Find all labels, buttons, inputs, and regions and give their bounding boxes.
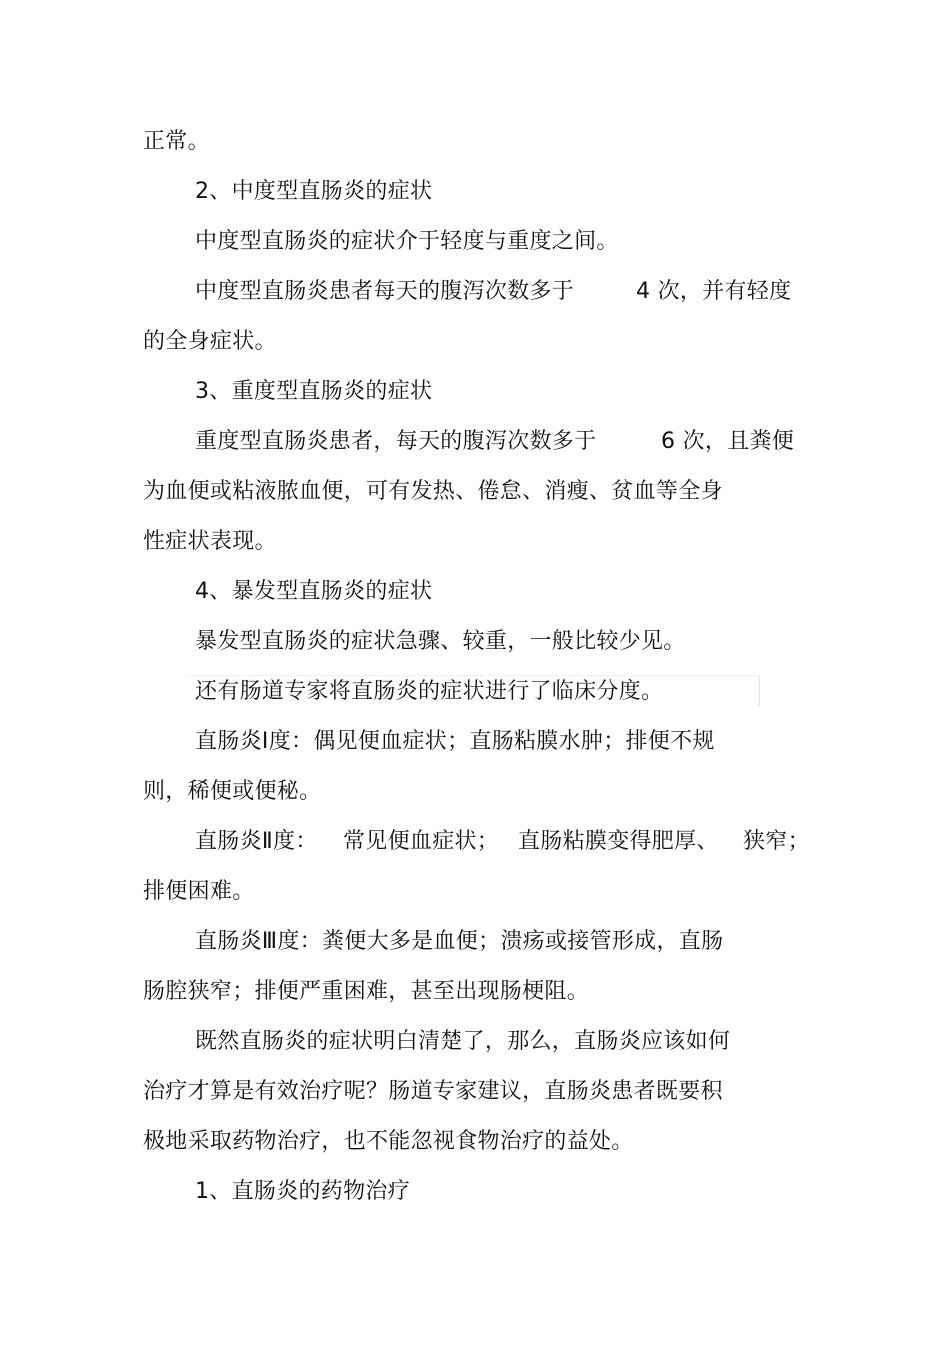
text-segment: 为血便或粘液脓血便，可有发热、倦怠、消瘦、贫血等全身 [143, 479, 723, 504]
text-segment: 常见便血症状； [343, 829, 500, 854]
text-segment: 2、中度型直肠炎的症状 [195, 179, 433, 204]
text-segment: 排便困难。 [143, 879, 255, 904]
paragraph-line [0, 275, 792, 309]
paragraph-line [0, 725, 715, 759]
paragraph-line [0, 775, 322, 809]
text-segment: 1、直肠炎的药物治疗 [195, 1179, 410, 1204]
text-segment: 狭窄； [743, 829, 810, 854]
paragraph-line [0, 825, 810, 859]
paragraph-line [0, 1125, 634, 1159]
text-segment: 3、重度型直肠炎的症状 [195, 379, 433, 404]
text-segment: 6 次，且粪便 [661, 429, 795, 454]
text-segment: 正常。 [143, 129, 210, 154]
text-segment: 暴发型直肠炎的症状急骤、较重，一般比较少见。 [195, 629, 686, 654]
paragraph-line [0, 625, 686, 659]
text-segment: 治疗才算是有效治疗呢？肠道专家建议，直肠炎患者既要积 [143, 1079, 723, 1104]
section-heading-moderate [0, 175, 433, 209]
section-heading-severe [0, 375, 433, 409]
paragraph-line [0, 325, 277, 359]
text-segment: 直肠炎Ⅱ度： [195, 829, 318, 854]
text-segment: 性症状表现。 [143, 529, 277, 554]
text-segment: 4 次，并有轻度 [636, 279, 792, 304]
text-segment: 中度型直肠炎的症状介于轻度与重度之间。 [195, 229, 619, 254]
paragraph-line [0, 1075, 723, 1109]
text-segment: 极地采取药物治疗，也不能忽视食物治疗的益处。 [143, 1129, 634, 1154]
paragraph-line [0, 1025, 731, 1059]
paragraph-line [0, 225, 619, 259]
paragraph-line [0, 925, 724, 959]
text-segment: 还有肠道专家将直肠炎的症状进行了临床分度。 [195, 679, 664, 704]
text-segment: 肠腔狭窄；排便严重困难，甚至出现肠梗阻。 [143, 979, 590, 1004]
paragraph-line [0, 675, 664, 709]
text-segment: 则，稀便或便秘。 [143, 779, 322, 804]
text-segment: 重度型直肠炎患者，每天的腹泻次数多于 [195, 429, 597, 454]
text-segment: 直肠炎Ⅲ度：粪便大多是血便；溃疡或接管形成，直肠 [195, 929, 724, 954]
paragraph-line [0, 475, 723, 509]
text-segment: 4、暴发型直肠炎的症状 [195, 579, 433, 604]
text-segment: 既然直肠炎的症状明白清楚了，那么，直肠炎应该如何 [195, 1029, 731, 1054]
text-segment: 直肠炎Ⅰ度：偶见便血症状；直肠粘膜水肿；排便不规 [195, 729, 715, 754]
section-heading-drug-treatment [0, 1175, 410, 1209]
paragraph-line [0, 525, 277, 559]
paragraph-line [0, 125, 210, 159]
text-segment: 的全身症状。 [143, 329, 277, 354]
paragraph-line [0, 425, 795, 459]
paragraph-line [0, 975, 590, 1009]
paragraph-line [0, 875, 255, 909]
section-heading-fulminant [0, 575, 433, 609]
text-segment: 中度型直肠炎患者每天的腹泻次数多于 [195, 279, 575, 304]
text-segment: 直肠粘膜变得肥厚、 [518, 829, 719, 854]
